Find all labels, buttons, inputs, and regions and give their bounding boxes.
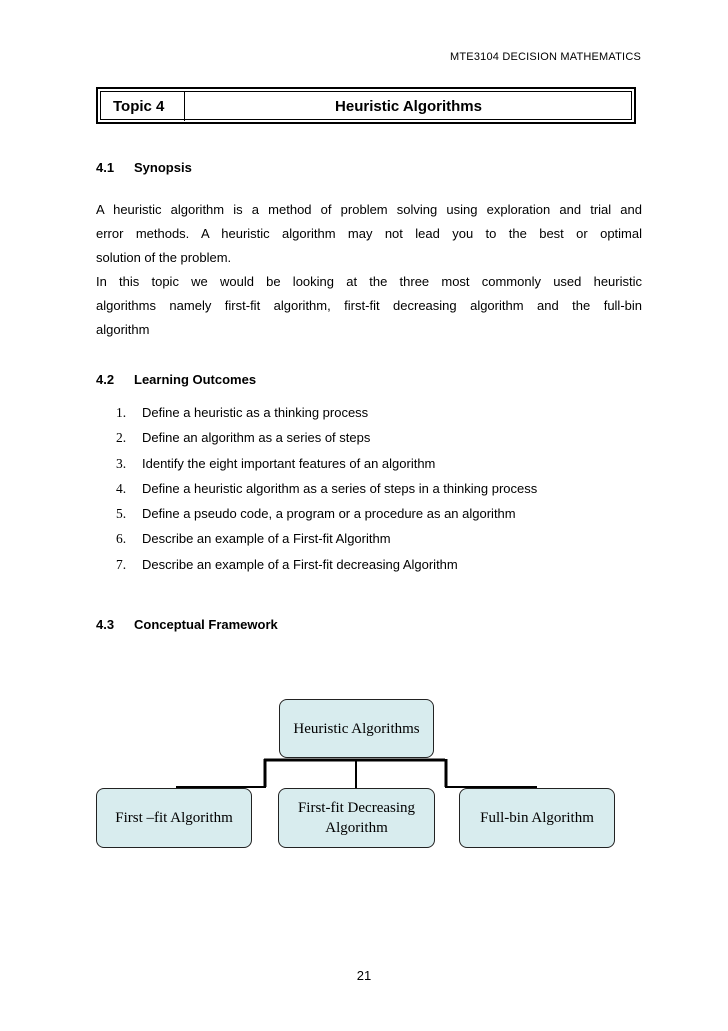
item-number: 5. <box>116 506 127 522</box>
item-number: 1. <box>116 405 127 420</box>
section-title: Conceptual Framework <box>134 617 278 632</box>
diagram-node-first-fit-decreasing <box>278 788 435 848</box>
section-number: 4.2 <box>96 372 115 387</box>
node-label-line2: Algorithm <box>325 820 388 836</box>
item-text: Define a heuristic as a thinking process <box>142 405 369 420</box>
item-text: Describe an example of a First-fit decreasing Algorithm <box>142 556 458 572</box>
item-text: Define a pseudo code, a program or a procedure as an algorithm <box>142 506 516 522</box>
node-label: Heuristic Algorithms <box>293 720 420 737</box>
item-text: Define an algorithm as a series of steps <box>142 430 371 446</box>
section-title: Learning Outcomes <box>134 372 257 387</box>
text-line: error methods. A heuristic algorithm may not lead you to the best or optimal <box>96 226 642 241</box>
item-number: 7. <box>116 556 127 572</box>
item-number: 6. <box>116 531 127 547</box>
text-line: solution of the problem. <box>96 250 232 265</box>
item-number: 3. <box>116 455 127 471</box>
node-label: Full-bin Algorithm <box>480 810 594 826</box>
diagram-node-full-bin <box>459 788 615 848</box>
item-text: Identify the eight important features of an algorithm <box>142 455 436 471</box>
diagram-node-root <box>279 699 434 758</box>
section-number: 4.1 <box>96 160 115 175</box>
node-label: First –fit Algorithm <box>115 810 233 826</box>
section-number: 4.3 <box>96 617 115 632</box>
section-title: Synopsis <box>134 160 192 175</box>
text-line: A heuristic algorithm is a method of problem solving using exploration and trial and <box>96 202 642 217</box>
text-line: algorithm <box>96 322 150 337</box>
page-number: 21 <box>356 968 372 983</box>
topic-title: Heuristic Algorithms <box>335 98 482 115</box>
item-number: 2. <box>116 430 127 446</box>
item-text: Describe an example of a First-fit Algorithm <box>142 531 391 547</box>
item-text: Define a heuristic algorithm as a series of steps in a thinking process <box>142 480 538 496</box>
text-line: In this topic we would be looking at the three most commonly used heuristic <box>96 274 642 289</box>
text-line: algorithms namely first-fit algorithm, first-fit decreasing algorithm and the full-bin <box>96 298 642 313</box>
diagram-node-first-fit <box>96 788 252 848</box>
topic-label: Topic 4 <box>101 92 185 121</box>
node-label-line1: First-fit Decreasing <box>297 800 416 816</box>
item-number: 4. <box>116 480 127 496</box>
running-header: MTE3104 DECISION MATHEMATICS <box>450 51 641 63</box>
